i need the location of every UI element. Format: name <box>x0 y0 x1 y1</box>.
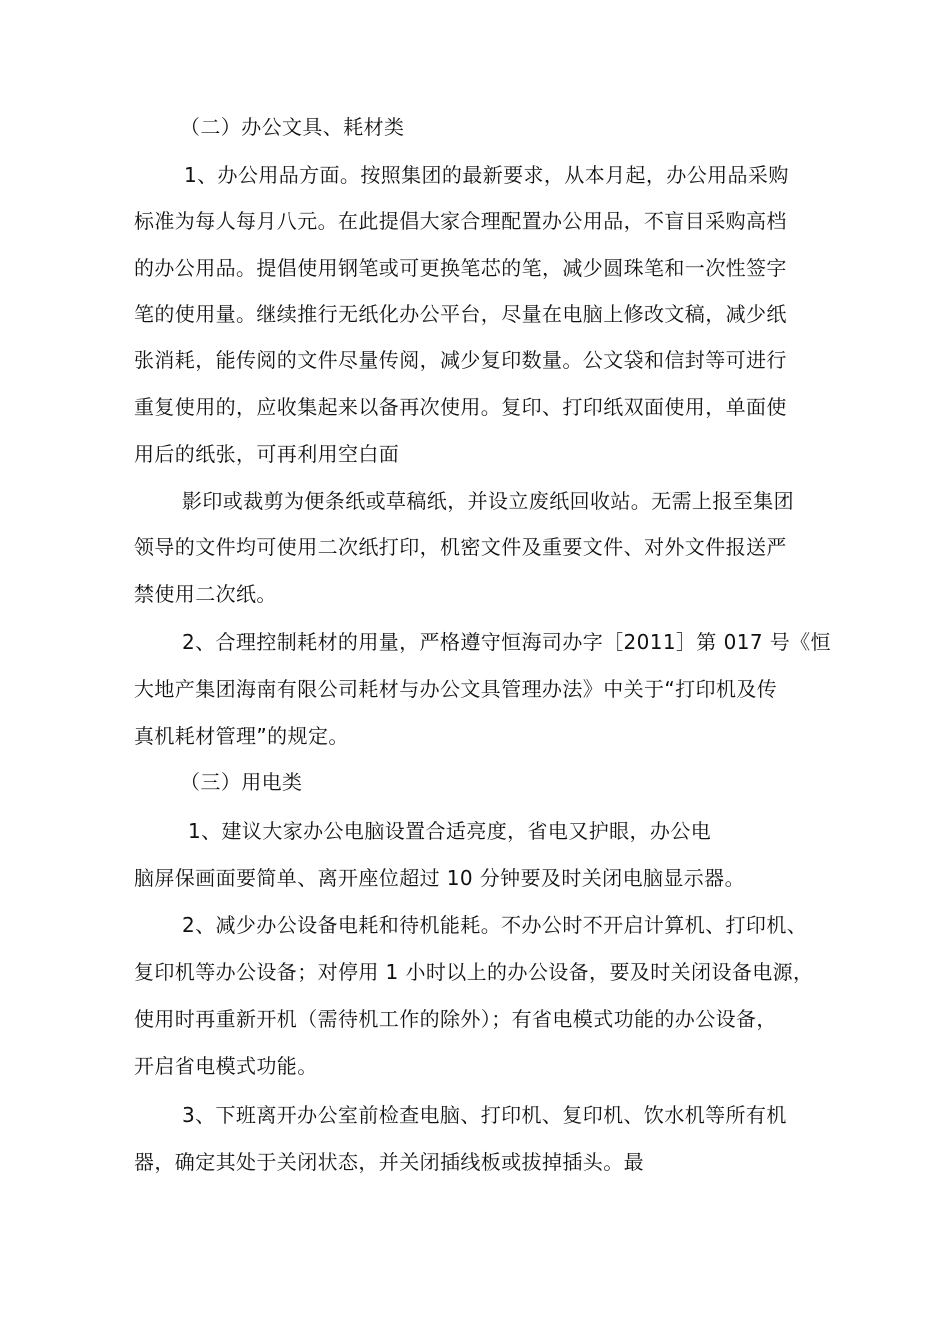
paragraph-line: 影印或裁剪为便条纸或草稿纸，并设立废纸回收站。无需上报至集团 <box>182 489 794 513</box>
paragraph-line: 开启省电模式功能。 <box>134 1054 318 1078</box>
paragraph-line: 3、下班离开办公室前检查电脑、打印机、复印机、饮水机等所有机 <box>182 1103 787 1127</box>
paragraph-line: 重复使用的，应收集起来以备再次使用。复印、打印纸双面使用，单面使 <box>134 395 787 419</box>
paragraph-line: 大地产集团海南有限公司耗材与办公文具管理办法》中关于“打印机及传 <box>134 677 778 701</box>
paragraph-line: 使用时再重新开机（需待机工作的除外）；有省电模式功能的办公设备， <box>134 1007 777 1031</box>
section-heading-stationery: （二）办公文具、耗材类 <box>180 115 405 139</box>
paragraph-line: 2、减少办公设备电耗和待机能耗。不办公时不开启计算机、打印机、 <box>182 913 808 937</box>
paragraph-line: 1、建议大家办公电脑设置合适亮度，省电又护眼，办公电 <box>188 819 712 843</box>
paragraph-line: 领导的文件均可使用二次纸打印，机密文件及重要文件、对外文件报送严 <box>134 535 787 559</box>
paragraph-line: 器，确定其处于关闭状态，并关闭插线板或拔掉插头。最 <box>134 1150 644 1174</box>
paragraph-line: 脑屏保画面要简单、离开座位超过 10 分钟要及时关闭电脑显示器。 <box>134 866 745 890</box>
paragraph-line: 2、合理控制耗材的用量，严格遵守恒海司办字［2011］第 017 号《恒 <box>182 630 831 654</box>
paragraph-line: 标准为每人每月八元。在此提倡大家合理配置办公用品，不盲目采购高档 <box>134 209 787 233</box>
paragraph-line: 1、办公用品方面。按照集团的最新要求，从本月起，办公用品采购 <box>184 163 789 187</box>
paragraph-line: 的办公用品。提倡使用钢笔或可更换笔芯的笔，减少圆珠笔和一次性签字 <box>134 256 787 280</box>
section-heading-electricity: （三）用电类 <box>180 770 303 794</box>
paragraph-line: 用后的纸张，可再利用空白面 <box>134 442 400 466</box>
paragraph-line: 复印机等办公设备；对停用 1 小时以上的办公设备，要及时关闭设备电源， <box>134 960 814 984</box>
paragraph-line: 张消耗，能传阅的文件尽量传阅，减少复印数量。公文袋和信封等可进行 <box>134 348 787 372</box>
paragraph-line: 笔的使用量。继续推行无纸化办公平台，尽量在电脑上修改文稿，减少纸 <box>134 302 787 326</box>
paragraph-line: 真机耗材管理”的规定。 <box>134 724 349 748</box>
paragraph-line: 禁使用二次纸。 <box>134 582 277 606</box>
